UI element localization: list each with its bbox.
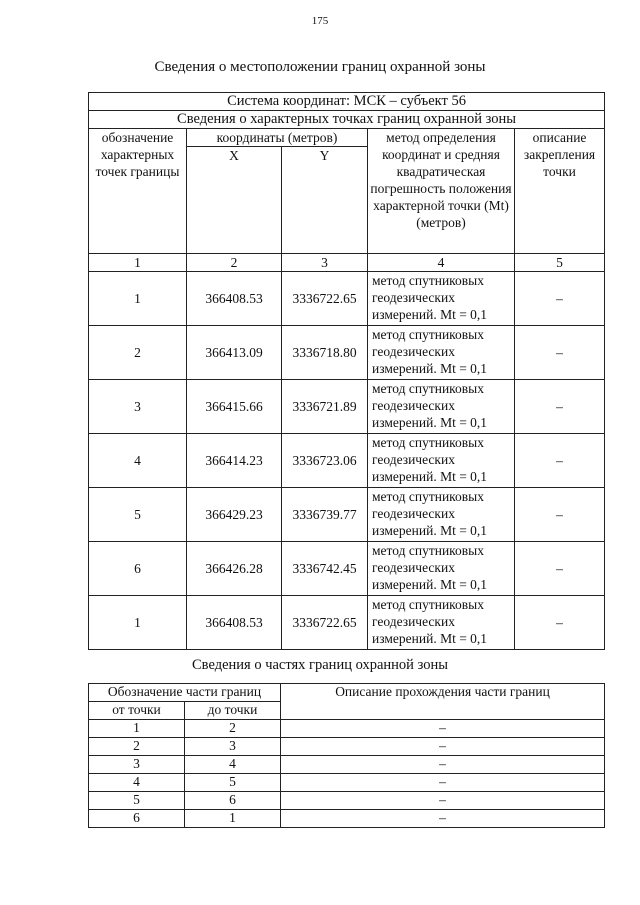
- col-number: 5: [515, 254, 605, 272]
- x-cell: 366414.23: [187, 434, 282, 488]
- table-row: [89, 756, 605, 774]
- col-number: 3: [282, 254, 368, 272]
- y-cell: 3336722.65: [282, 596, 368, 650]
- desc-cell: –: [515, 272, 605, 326]
- to-cell: 1: [185, 810, 281, 828]
- y-cell: 3336742.45: [282, 542, 368, 596]
- table-row: [89, 596, 605, 650]
- y-cell: 3336718.80: [282, 326, 368, 380]
- table-row: [89, 810, 605, 828]
- col-number: 4: [368, 254, 515, 272]
- part-desc-cell: –: [281, 720, 605, 738]
- to-cell: 2: [185, 720, 281, 738]
- header-part: Обозначение части границ: [89, 684, 281, 702]
- desc-cell: –: [515, 596, 605, 650]
- method-cell: метод спутниковых геодезических измерений. Mt = 0,1: [368, 596, 515, 650]
- to-cell: 4: [185, 756, 281, 774]
- col-number: 2: [187, 254, 282, 272]
- table-row: [89, 542, 605, 596]
- point-cell: 1: [89, 596, 187, 650]
- y-cell: 3336722.65: [282, 272, 368, 326]
- header-from: от точки: [89, 702, 185, 720]
- desc-cell: –: [515, 380, 605, 434]
- col-number: 1: [89, 254, 187, 272]
- x-cell: 366426.28: [187, 542, 282, 596]
- part-desc-cell: –: [281, 810, 605, 828]
- table-row: [89, 380, 605, 434]
- to-cell: 3: [185, 738, 281, 756]
- x-cell: 366429.23: [187, 488, 282, 542]
- desc-cell: –: [515, 434, 605, 488]
- header-part-desc: Описание прохождения части границ: [281, 684, 605, 720]
- table-row: [89, 326, 605, 380]
- table-row: [89, 272, 605, 326]
- y-cell: 3336721.89: [282, 380, 368, 434]
- point-cell: 5: [89, 488, 187, 542]
- column-numbers-row: [89, 254, 605, 272]
- to-cell: 6: [185, 792, 281, 810]
- header-desc: описание закрепления точки: [515, 129, 605, 254]
- parts-table: [88, 683, 605, 828]
- method-cell: метод спутниковых геодезических измерений. Mt = 0,1: [368, 326, 515, 380]
- part-desc-cell: –: [281, 792, 605, 810]
- table-row: [89, 434, 605, 488]
- section-header-cell: Сведения о характерных точках границ охранной зоны: [89, 111, 605, 129]
- from-cell: 2: [89, 738, 185, 756]
- part-desc-cell: –: [281, 756, 605, 774]
- header-point: обозначение характерных точек границы: [89, 129, 187, 254]
- header-method: метод определения координат и средняя квадратическая погрешность положения характерной точки (Mt) (метров): [368, 129, 515, 254]
- method-cell: метод спутниковых геодезических измерений. Mt = 0,1: [368, 488, 515, 542]
- part-desc-cell: –: [281, 738, 605, 756]
- header-to: до точки: [185, 702, 281, 720]
- from-cell: 4: [89, 774, 185, 792]
- desc-cell: –: [515, 542, 605, 596]
- method-cell: метод спутниковых геодезических измерений. Mt = 0,1: [368, 542, 515, 596]
- coordinate-system-cell: Система координат: МСК – субъект 56: [89, 93, 605, 111]
- to-cell: 5: [185, 774, 281, 792]
- header-y: Y: [282, 147, 368, 254]
- table-row: [89, 774, 605, 792]
- y-cell: 3336723.06: [282, 434, 368, 488]
- point-cell: 2: [89, 326, 187, 380]
- from-cell: 3: [89, 756, 185, 774]
- part-desc-cell: –: [281, 774, 605, 792]
- page-number: 175: [311, 15, 329, 27]
- y-cell: 3336739.77: [282, 488, 368, 542]
- from-cell: 5: [89, 792, 185, 810]
- method-cell: метод спутниковых геодезических измерений. Mt = 0,1: [368, 380, 515, 434]
- method-cell: метод спутниковых геодезических измерений. Mt = 0,1: [368, 272, 515, 326]
- method-cell: метод спутниковых геодезических измерений. Mt = 0,1: [368, 434, 515, 488]
- table-row: [89, 720, 605, 738]
- x-cell: 366408.53: [187, 596, 282, 650]
- from-cell: 1: [89, 720, 185, 738]
- points-table: [88, 92, 605, 650]
- point-cell: 6: [89, 542, 187, 596]
- desc-cell: –: [515, 488, 605, 542]
- table-row: [89, 488, 605, 542]
- table-row: [89, 738, 605, 756]
- desc-cell: –: [515, 326, 605, 380]
- point-cell: 4: [89, 434, 187, 488]
- table-row: [89, 792, 605, 810]
- header-coords: координаты (метров): [187, 129, 368, 147]
- parts-subtitle: Сведения о частях границ охранной зоны: [192, 657, 448, 673]
- x-cell: 366408.53: [187, 272, 282, 326]
- from-cell: 6: [89, 810, 185, 828]
- point-cell: 3: [89, 380, 187, 434]
- x-cell: 366415.66: [187, 380, 282, 434]
- point-cell: 1: [89, 272, 187, 326]
- x-cell: 366413.09: [187, 326, 282, 380]
- document-title: Сведения о местоположении границ охранной зоны: [154, 59, 486, 75]
- header-x: X: [187, 147, 282, 254]
